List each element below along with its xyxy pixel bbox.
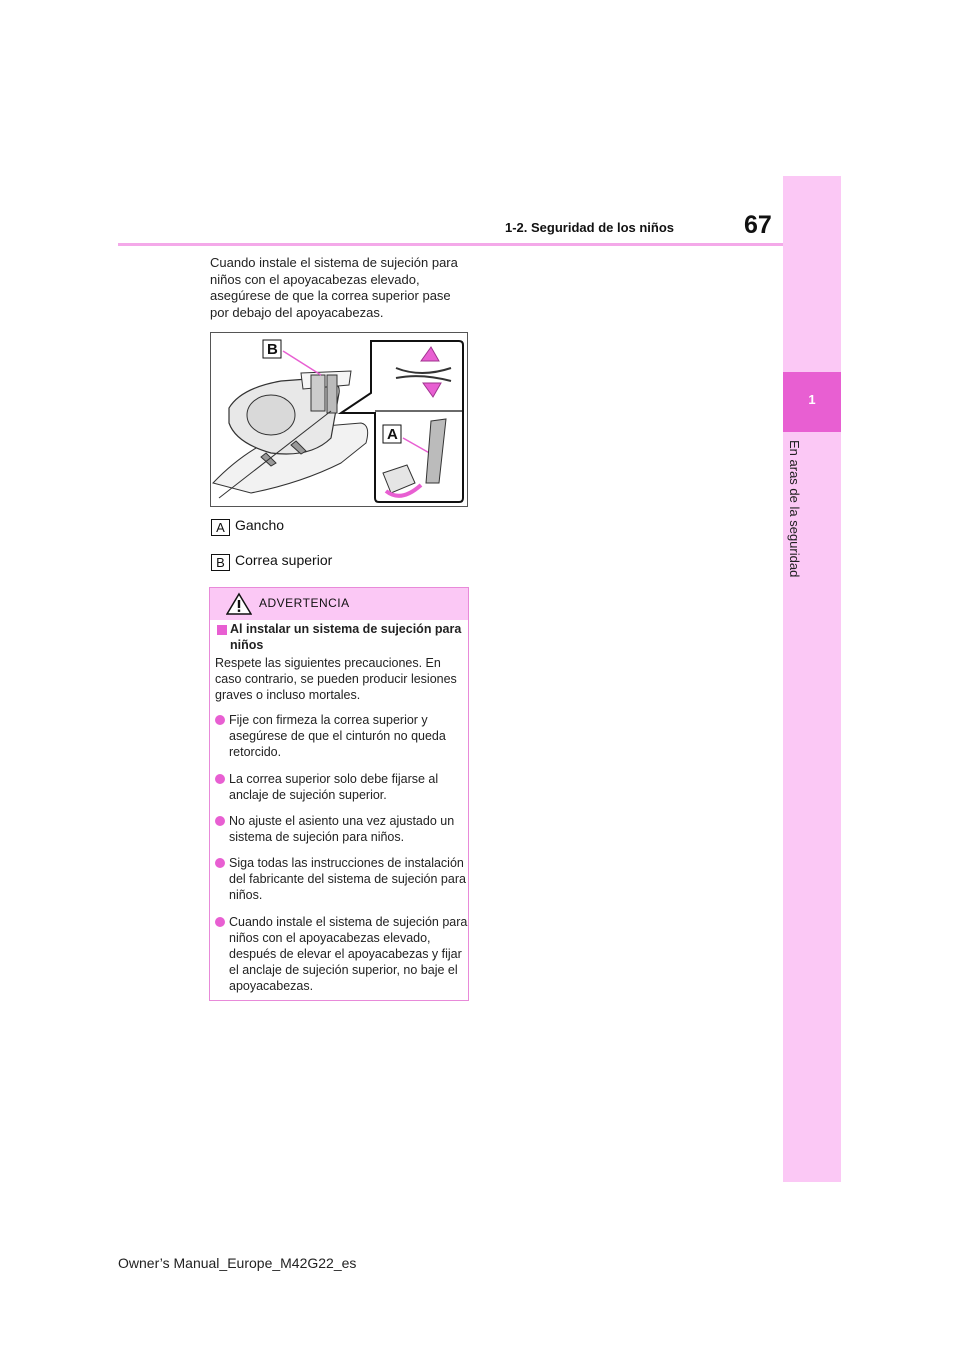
bullet-dot-icon	[215, 917, 225, 927]
bullet-dot-icon	[215, 858, 225, 868]
headrest-figure	[210, 332, 468, 507]
bullet-dot-icon	[215, 816, 225, 826]
chapter-tab	[783, 176, 841, 1182]
warning-title: ADVERTENCIA	[259, 596, 350, 610]
legend-text-a: Gancho	[235, 517, 285, 533]
legend-text-b: Correa superior	[235, 552, 333, 568]
bullet-dot-icon	[215, 715, 225, 725]
chapter-label: En aras de la seguridad	[787, 440, 802, 578]
warning-bullet: Siga todas las instrucciones de instalación del fabricante del sistema de sujeción para niños.	[215, 855, 469, 903]
header-rule	[118, 243, 783, 246]
intro-paragraph: Cuando instale el sistema de sujeción para niños con el apoyacabezas elevado, asegúrese de que la correa superior pase por debajo del apoyacabezas.	[210, 255, 458, 320]
warning-triangle-icon	[226, 592, 252, 616]
legend-key-b: B	[211, 554, 230, 571]
legend-key-a: A	[211, 519, 230, 536]
warning-box	[209, 587, 469, 1001]
legend-item-b	[211, 552, 332, 571]
footer-doc-id: Owner’s Manual_Europe_M42G22_es	[118, 1255, 357, 1271]
bullet-dot-icon	[215, 774, 225, 784]
warning-subheading: Al instalar un sistema de sujeción para niños	[214, 622, 470, 653]
warning-bullet: No ajuste el asiento una vez ajustado un sistema de sujeción para niños.	[215, 813, 469, 845]
square-bullet-icon	[217, 625, 227, 635]
warning-bullet: Cuando instale el sistema de sujeción para niños con el apoyacabezas elevado, después de elevar el apoyacabezas y fijar el anclaje de sujeción superior, no baje el apoyacabezas.	[215, 914, 469, 994]
warning-header	[210, 588, 468, 620]
page-number: 67	[744, 211, 772, 239]
headrest-illustration	[211, 333, 467, 506]
warning-bullet: Fije con firmeza la correa superior y asegúrese de que el cinturón no queda retorcido.	[215, 712, 469, 760]
figure-label-b: B	[267, 341, 278, 358]
figure-label-a: A	[387, 426, 398, 443]
warning-text: Respete las siguientes precauciones. En caso contrario, se pueden producir lesiones graves o incluso mortales.	[215, 656, 457, 702]
chapter-number: 1	[808, 392, 816, 407]
warning-bullet: La correa superior solo debe fijarse al anclaje de sujeción superior.	[215, 771, 469, 803]
legend-item-a	[211, 517, 284, 536]
section-title: 1-2. Seguridad de los niños	[505, 220, 675, 235]
